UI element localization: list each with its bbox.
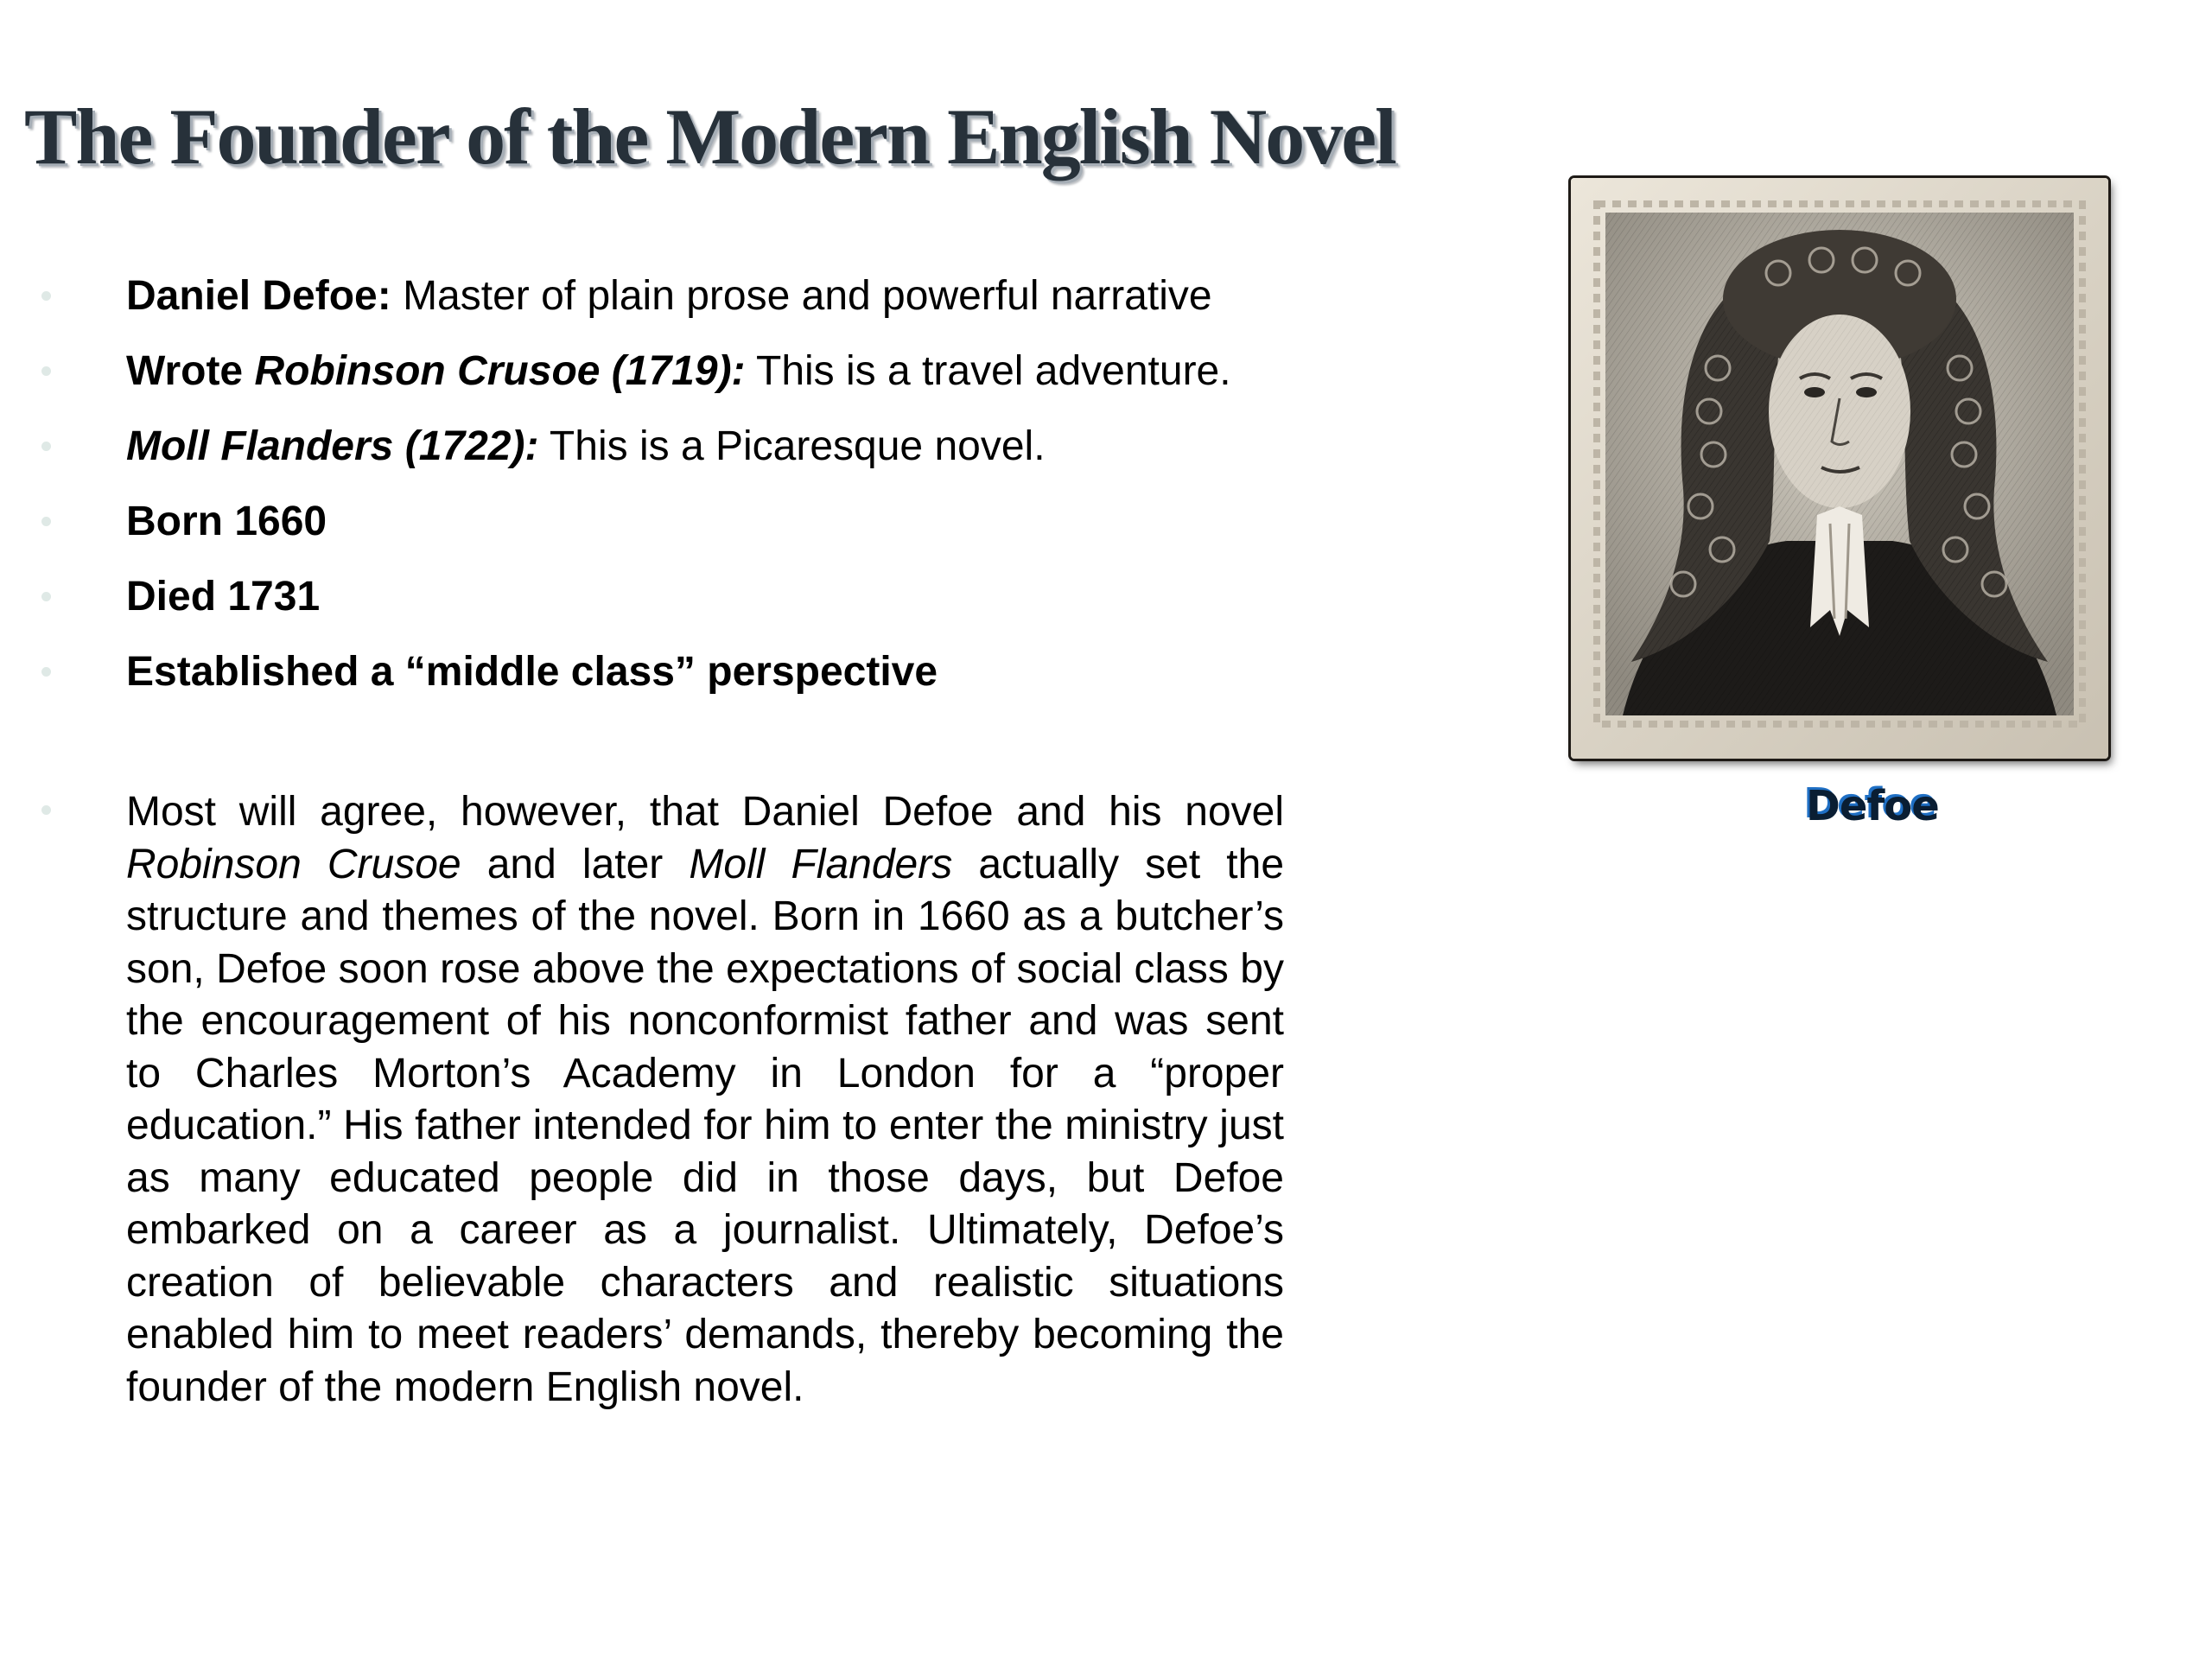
bullet-dot-icon [41, 592, 51, 601]
bullet-bold-text: Daniel Defoe: [126, 273, 391, 319]
portrait-caption: Defoe [1806, 782, 1939, 830]
bullet-dot-icon [41, 366, 51, 376]
paragraph-book-title: Robinson Crusoe [126, 841, 461, 887]
bullet-dot-icon [41, 667, 51, 677]
bullet-item [0, 423, 1296, 498]
paragraph-text: actually set the structure and themes of the novel. Born in 1660 as a butcher’s son, Defoe soon rose above the expectations of social class by the encouragement of his nonconformist father and was sent to Charles Morton’s Academy in London for a “proper education.” His father intended for him to enter the ministry just as many educated people did in those days, but Defoe embarked on a career as a journalist. Ultimately, Defoe’s creation of believable characters and realistic situations enabled him to meet readers’ demands, thereby becoming the founder of the modern English novel. [126, 841, 1285, 1410]
portrait-image [1571, 178, 2108, 759]
bullet-item [0, 498, 1296, 573]
bullet-bold-text: Born 1660 [126, 499, 327, 544]
paragraph-text: and later [461, 841, 690, 887]
bullet-dot-icon [41, 517, 51, 526]
paragraph-block [0, 786, 1287, 1414]
bullet-book-title: Robinson Crusoe (1719): [254, 348, 746, 394]
slide-title: The Founder of the Modern English Novel [24, 92, 1395, 181]
bullet-dot-icon [41, 805, 51, 815]
bullet-text: This is a travel adventure. [745, 348, 1231, 394]
body-paragraph [126, 786, 1284, 1414]
bullet-book-title: Moll Flanders (1722): [126, 423, 539, 469]
paragraph-book-title: Moll Flanders [689, 841, 953, 887]
bullet-dot-icon [41, 291, 51, 301]
bullet-text: This is a Picaresque novel. [538, 423, 1046, 469]
bullet-item [0, 272, 1296, 347]
bullet-item [0, 573, 1296, 648]
bullet-bold-text: Established a “middle class” perspective [126, 649, 938, 695]
paragraph-text: Most will agree, however, that Daniel Defoe and his novel [126, 789, 1284, 835]
bullet-dot-icon [41, 442, 51, 451]
bullet-list [0, 272, 1296, 723]
bullet-text: Master of plain prose and powerful narrative [391, 273, 1212, 319]
bullet-item [0, 347, 1296, 423]
bullet-item [0, 648, 1296, 723]
bullet-bold-text: Died 1731 [126, 574, 321, 620]
bullet-bold-text: Wrote [126, 348, 255, 394]
portrait-engraving-icon [1571, 178, 2108, 759]
